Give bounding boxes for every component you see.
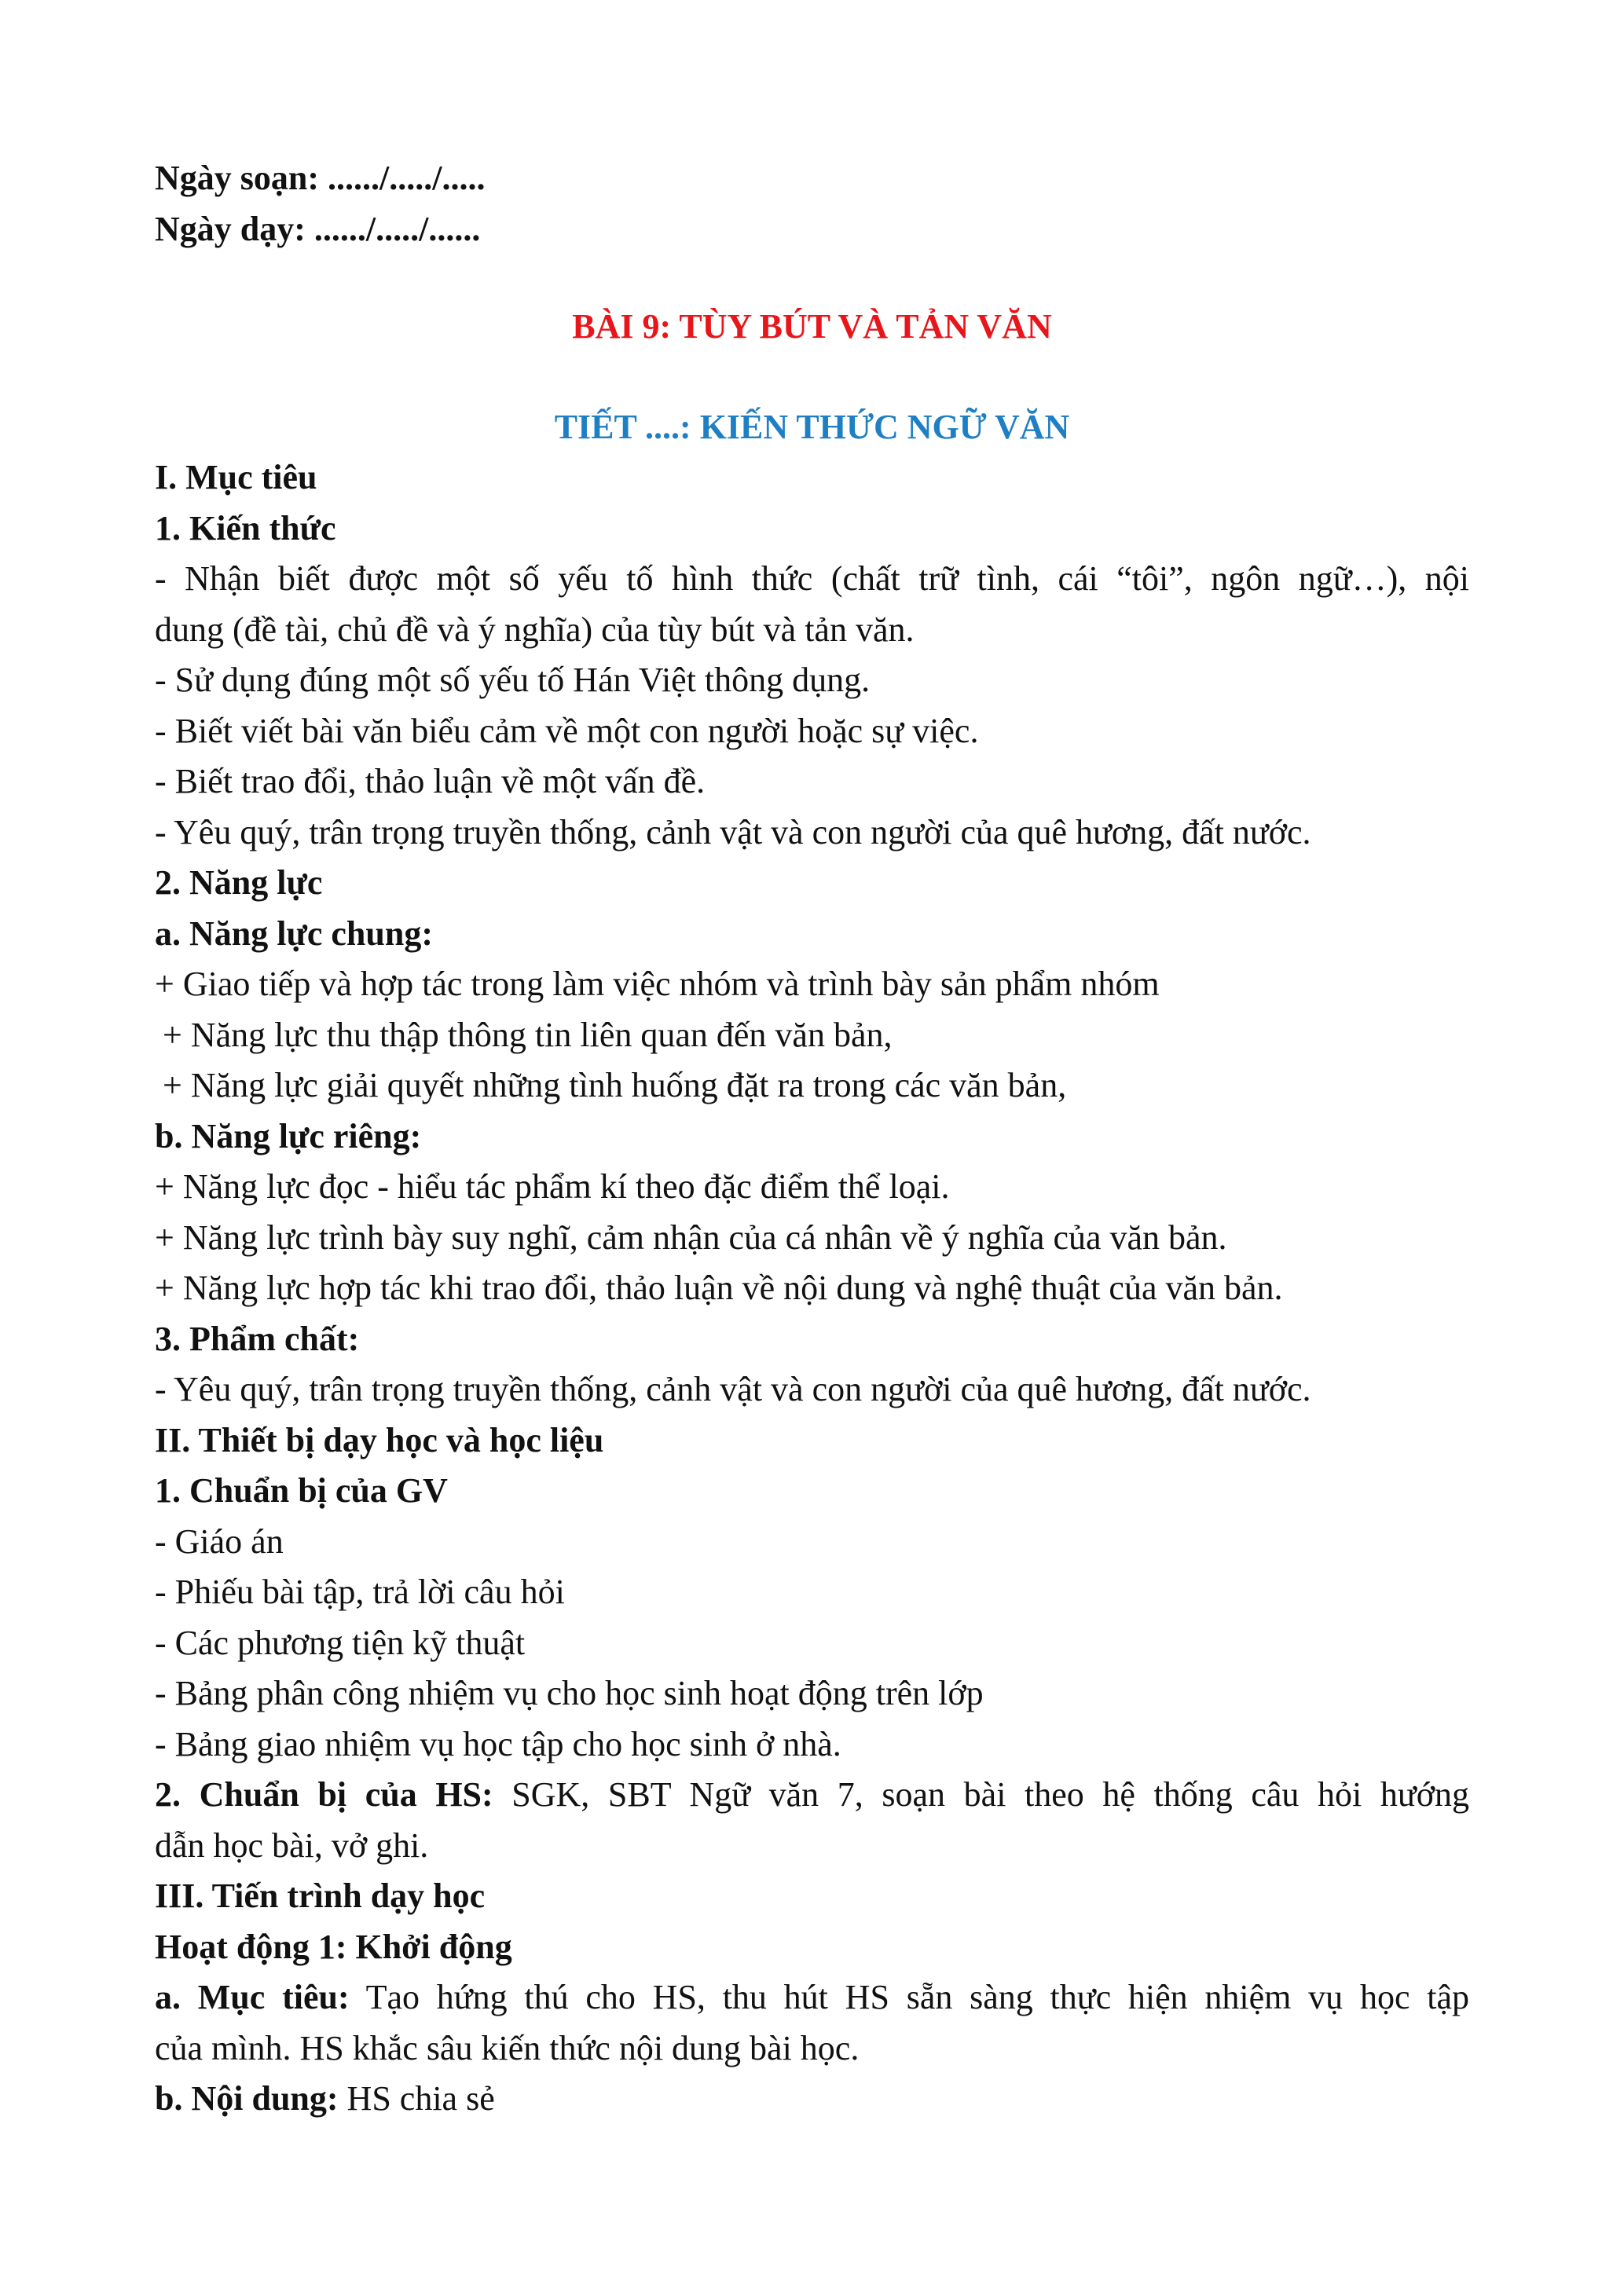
objective-label: a. Mục tiêu: (155, 1978, 350, 2016)
competence-heading: 2. Năng lực (155, 863, 323, 902)
content-text: HS chia sẻ (338, 2079, 495, 2118)
date-taught: Ngày dạy: ....../...../...... (155, 209, 481, 248)
student-prep-line (155, 1770, 1469, 1821)
list-item: - Bảng giao nhiệm vụ học tập cho học sinh ở nhà. (155, 1724, 841, 1763)
list-item: + Giao tiếp và hợp tác trong làm việc nhóm và trình bày sản phẩm nhóm (155, 965, 1160, 1003)
activity-1-heading: Hoạt động 1: Khởi động (155, 1927, 512, 1966)
list-item: + Năng lực trình bày suy nghĩ, cảm nhận của cá nhân về ý nghĩa của văn bản. (155, 1218, 1227, 1257)
content-line (155, 2074, 1469, 2125)
student-prep-text-cont: dẫn học bài, vở ghi. (155, 1825, 429, 1865)
section-objectives-heading: I. Mục tiêu (155, 458, 317, 496)
list-item: - Giáo án (155, 1522, 284, 1561)
list-item: - Bảng phân công nhiệm vụ cho học sinh hoạt động trên lớp (155, 1674, 984, 1712)
section-process-heading: III. Tiến trình dạy học (155, 1877, 486, 1915)
list-item: - Yêu quý, trân trọng truyền thống, cảnh vật và con người của quê hương, đất nước. (155, 1370, 1311, 1408)
general-competence-heading: a. Năng lực chung: (155, 914, 433, 953)
list-item: + Năng lực thu thập thông tin liên quan đến văn bản, (163, 1015, 893, 1054)
knowledge-heading: 1. Kiến thức (155, 508, 336, 547)
list-item: + Năng lực đọc - hiểu tác phẩm kí theo đặc điểm thể loại. (155, 1167, 950, 1206)
document-page (155, 153, 1469, 2125)
student-prep-label: 2. Chuẩn bị của HS: (155, 1775, 493, 1814)
section-equipment-heading: II. Thiết bị dạy học và học liệu (155, 1420, 604, 1459)
date-prepared: Ngày soạn: ....../...../..... (155, 159, 486, 197)
content-label: b. Nội dung: (155, 2079, 339, 2118)
specific-competence-heading: b. Năng lực riêng: (155, 1116, 422, 1155)
objective-line (155, 1972, 1469, 2023)
list-item: - Sử dụng đúng một số yếu tố Hán Việt thông dụng. (155, 661, 871, 699)
list-item: - Phiếu bài tập, trả lời câu hỏi (155, 1573, 565, 1611)
list-item: - Các phương tiện kỹ thuật (155, 1623, 526, 1662)
list-item: dung (đề tài, chủ đề và ý nghĩa) của tùy bút và tản văn. (155, 610, 915, 649)
qualities-heading: 3. Phẩm chất: (155, 1319, 360, 1358)
objective-text-cont: của mình. HS khắc sâu kiến thức nội dung bài học. (155, 2028, 860, 2067)
lesson-subtitle: TIẾT ....: KIẾN THỨC NGỮ VĂN (554, 407, 1070, 446)
list-item: + Năng lực giải quyết những tình huống đặt ra trong các văn bản, (163, 1066, 1067, 1104)
list-item: - Nhận biết được một số yếu tố hình thức (chất trữ tình, cái “tôi”, ngôn ngữ…), nội (155, 559, 1469, 598)
list-item: + Năng lực hợp tác khi trao đổi, thảo luận về nội dung và nghệ thuật của văn bản. (155, 1269, 1283, 1307)
lesson-title: BÀI 9: TÙY BÚT VÀ TẢN VĂN (572, 307, 1052, 346)
list-item: - Biết viết bài văn biểu cảm về một con người hoặc sự việc. (155, 711, 979, 750)
teacher-prep-heading: 1. Chuẩn bị của GV (155, 1471, 448, 1510)
objective-text: Tạo hứng thú cho HS, thu hút HS sẵn sàng thực hiện nhiệm vụ học tập (349, 1978, 1470, 2016)
list-item: - Biết trao đổi, thảo luận về một vấn đề. (155, 762, 706, 800)
student-prep-text: SGK, SBT Ngữ văn 7, soạn bài theo hệ thống câu hỏi hướng (493, 1775, 1469, 1814)
list-item: - Yêu quý, trân trọng truyền thống, cảnh vật và con người của quê hương, đất nước. (155, 812, 1311, 851)
